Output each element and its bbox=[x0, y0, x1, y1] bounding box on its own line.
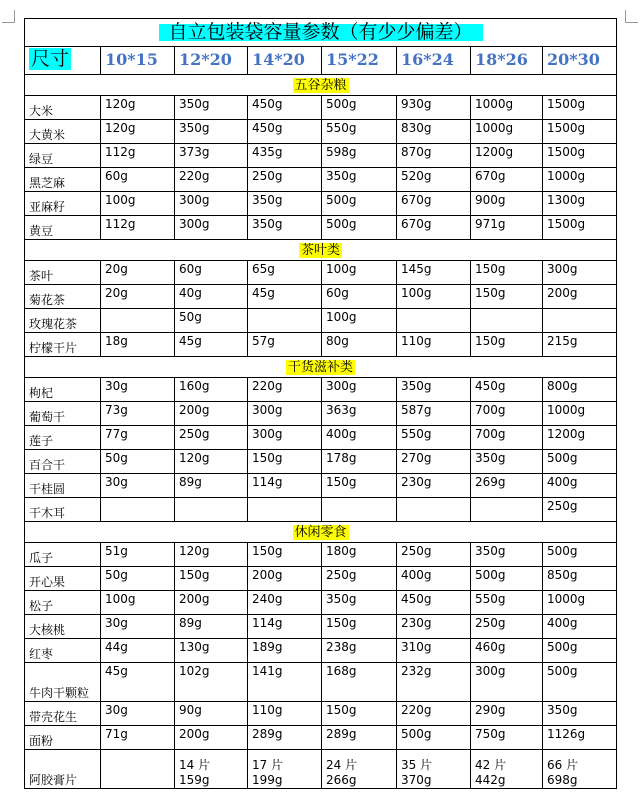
capacity-value: 400g bbox=[322, 426, 397, 450]
capacity-value: 1000g bbox=[471, 96, 543, 120]
capacity-value: 50g bbox=[175, 309, 248, 333]
capacity-value bbox=[101, 309, 175, 333]
capacity-value: 550g bbox=[471, 591, 543, 615]
capacity-value bbox=[397, 309, 471, 333]
size-header: 20*30 bbox=[543, 47, 617, 75]
capacity-value: 350g bbox=[175, 96, 248, 120]
capacity-value: 1200g bbox=[471, 144, 543, 168]
capacity-value bbox=[175, 498, 248, 522]
capacity-table bbox=[24, 18, 617, 789]
capacity-value: 670g bbox=[397, 192, 471, 216]
size-header: 18*26 bbox=[471, 47, 543, 75]
item-name: 面粉 bbox=[25, 726, 101, 750]
capacity-value: 100g bbox=[322, 261, 397, 285]
capacity-value: 520g bbox=[397, 168, 471, 192]
capacity-value: 500g bbox=[322, 192, 397, 216]
capacity-value: 500g bbox=[543, 663, 617, 702]
table-row bbox=[25, 96, 617, 120]
capacity-value: 500g bbox=[322, 216, 397, 240]
capacity-value: 1000g bbox=[543, 402, 617, 426]
capacity-value: 73g bbox=[101, 402, 175, 426]
capacity-value: 1126g bbox=[543, 726, 617, 750]
table-row bbox=[25, 144, 617, 168]
capacity-value: 270g bbox=[397, 450, 471, 474]
capacity-value: 77g bbox=[101, 426, 175, 450]
capacity-value: 550g bbox=[322, 120, 397, 144]
capacity-value: 150g bbox=[471, 285, 543, 309]
capacity-value: 250g bbox=[397, 543, 471, 567]
capacity-value: 350g bbox=[175, 120, 248, 144]
capacity-value: 145g bbox=[397, 261, 471, 285]
capacity-value bbox=[101, 498, 175, 522]
section-header-row bbox=[25, 240, 617, 261]
capacity-value: 150g bbox=[175, 567, 248, 591]
capacity-value: 700g bbox=[471, 402, 543, 426]
capacity-value: 178g bbox=[322, 450, 397, 474]
capacity-value: 200g bbox=[543, 285, 617, 309]
capacity-value: 65g bbox=[248, 261, 322, 285]
capacity-value bbox=[471, 498, 543, 522]
capacity-value bbox=[322, 498, 397, 522]
capacity-value: 60g bbox=[101, 168, 175, 192]
capacity-value: 141g bbox=[248, 663, 322, 702]
table-row bbox=[25, 639, 617, 663]
capacity-value: 150g bbox=[322, 474, 397, 498]
capacity-value: 290g bbox=[471, 702, 543, 726]
item-name: 茶叶 bbox=[25, 261, 101, 285]
capacity-value: 30g bbox=[101, 702, 175, 726]
capacity-value: 300g bbox=[471, 663, 543, 702]
capacity-value: 300g bbox=[543, 261, 617, 285]
item-name: 开心果 bbox=[25, 567, 101, 591]
capacity-value: 300g bbox=[175, 216, 248, 240]
table-row bbox=[25, 543, 617, 567]
capacity-value: 587g bbox=[397, 402, 471, 426]
capacity-value: 200g bbox=[175, 591, 248, 615]
capacity-value: 114g bbox=[248, 474, 322, 498]
table-row bbox=[25, 333, 617, 357]
capacity-value: 200g bbox=[175, 726, 248, 750]
table-row bbox=[25, 726, 617, 750]
capacity-value: 350g bbox=[471, 543, 543, 567]
capacity-value: 168g bbox=[322, 663, 397, 702]
size-label-cell bbox=[25, 47, 101, 75]
capacity-value: 598g bbox=[322, 144, 397, 168]
capacity-value: 160g bbox=[175, 378, 248, 402]
page-corner-mark bbox=[625, 10, 638, 23]
size-label: 尺寸 bbox=[31, 48, 70, 70]
capacity-value: 300g bbox=[175, 192, 248, 216]
table-row bbox=[25, 591, 617, 615]
section-header-row bbox=[25, 357, 617, 378]
capacity-value: 1500g bbox=[543, 216, 617, 240]
capacity-value: 1200g bbox=[543, 426, 617, 450]
capacity-value: 400g bbox=[543, 615, 617, 639]
capacity-value: 90g bbox=[175, 702, 248, 726]
capacity-value: 200g bbox=[175, 402, 248, 426]
item-name: 松子 bbox=[25, 591, 101, 615]
capacity-value bbox=[101, 750, 175, 789]
item-name: 阿胶膏片 bbox=[25, 750, 101, 789]
capacity-value: 250g bbox=[322, 567, 397, 591]
capacity-value: 289g bbox=[248, 726, 322, 750]
table-row bbox=[25, 120, 617, 144]
capacity-value: 550g bbox=[397, 426, 471, 450]
size-header: 10*15 bbox=[101, 47, 175, 75]
size-header-row bbox=[25, 47, 617, 75]
piece-weight: 698g bbox=[547, 773, 578, 787]
capacity-value bbox=[543, 309, 617, 333]
table-row bbox=[25, 702, 617, 726]
capacity-value: 45g bbox=[248, 285, 322, 309]
capacity-value: 670g bbox=[471, 168, 543, 192]
capacity-value bbox=[543, 750, 617, 789]
section-title: 干货滋补类 bbox=[288, 359, 354, 375]
capacity-value: 30g bbox=[101, 474, 175, 498]
section-header-row bbox=[25, 522, 617, 543]
capacity-value: 110g bbox=[248, 702, 322, 726]
capacity-value: 500g bbox=[543, 543, 617, 567]
capacity-value: 240g bbox=[248, 591, 322, 615]
section-header-row bbox=[25, 75, 617, 96]
capacity-value: 300g bbox=[248, 402, 322, 426]
piece-count: 42 片 bbox=[475, 758, 507, 772]
piece-count: 14 片 bbox=[179, 758, 211, 772]
piece-weight: 199g bbox=[252, 773, 283, 787]
item-name: 干木耳 bbox=[25, 498, 101, 522]
item-name: 莲子 bbox=[25, 426, 101, 450]
size-header: 14*20 bbox=[248, 47, 322, 75]
capacity-value: 373g bbox=[175, 144, 248, 168]
table-row bbox=[25, 474, 617, 498]
capacity-value: 450g bbox=[471, 378, 543, 402]
capacity-value bbox=[471, 750, 543, 789]
capacity-value: 250g bbox=[248, 168, 322, 192]
table-row bbox=[25, 402, 617, 426]
capacity-value bbox=[322, 750, 397, 789]
capacity-value: 1500g bbox=[543, 120, 617, 144]
capacity-value: 250g bbox=[471, 615, 543, 639]
size-header: 16*24 bbox=[397, 47, 471, 75]
capacity-value: 150g bbox=[471, 333, 543, 357]
capacity-value: 1500g bbox=[543, 96, 617, 120]
capacity-value: 45g bbox=[175, 333, 248, 357]
table-row bbox=[25, 615, 617, 639]
capacity-value: 1500g bbox=[543, 144, 617, 168]
capacity-value: 238g bbox=[322, 639, 397, 663]
capacity-value bbox=[397, 498, 471, 522]
table-row bbox=[25, 192, 617, 216]
capacity-value bbox=[248, 498, 322, 522]
table-row bbox=[25, 168, 617, 192]
item-name: 大核桃 bbox=[25, 615, 101, 639]
capacity-value: 150g bbox=[322, 702, 397, 726]
capacity-value: 180g bbox=[322, 543, 397, 567]
capacity-value: 1300g bbox=[543, 192, 617, 216]
capacity-value: 220g bbox=[248, 378, 322, 402]
capacity-value: 230g bbox=[397, 615, 471, 639]
piece-weight: 266g bbox=[326, 773, 357, 787]
capacity-value: 450g bbox=[248, 120, 322, 144]
capacity-value: 112g bbox=[101, 144, 175, 168]
capacity-value: 350g bbox=[322, 168, 397, 192]
item-name: 瓜子 bbox=[25, 543, 101, 567]
item-name: 大黄米 bbox=[25, 120, 101, 144]
capacity-value: 120g bbox=[101, 120, 175, 144]
capacity-value: 450g bbox=[248, 96, 322, 120]
capacity-value: 130g bbox=[175, 639, 248, 663]
capacity-value: 150g bbox=[471, 261, 543, 285]
capacity-value: 289g bbox=[322, 726, 397, 750]
capacity-value bbox=[248, 750, 322, 789]
capacity-value: 435g bbox=[248, 144, 322, 168]
capacity-value: 1000g bbox=[543, 168, 617, 192]
table-row bbox=[25, 285, 617, 309]
item-name: 黑芝麻 bbox=[25, 168, 101, 192]
capacity-value: 300g bbox=[248, 426, 322, 450]
section-title: 休闲零食 bbox=[294, 524, 347, 540]
capacity-value: 45g bbox=[101, 663, 175, 702]
capacity-value: 300g bbox=[322, 378, 397, 402]
table-row bbox=[25, 216, 617, 240]
capacity-value: 150g bbox=[248, 450, 322, 474]
capacity-value: 120g bbox=[175, 450, 248, 474]
capacity-value: 900g bbox=[471, 192, 543, 216]
capacity-value: 350g bbox=[543, 702, 617, 726]
table-row bbox=[25, 750, 617, 789]
capacity-value: 20g bbox=[101, 285, 175, 309]
capacity-value: 102g bbox=[175, 663, 248, 702]
item-name: 亚麻籽 bbox=[25, 192, 101, 216]
piece-count: 17 片 bbox=[252, 758, 284, 772]
capacity-value: 220g bbox=[397, 702, 471, 726]
capacity-value: 500g bbox=[543, 639, 617, 663]
capacity-value: 51g bbox=[101, 543, 175, 567]
capacity-value: 400g bbox=[543, 474, 617, 498]
item-name: 葡萄干 bbox=[25, 402, 101, 426]
table-row bbox=[25, 663, 617, 702]
table-title: 自立包装袋容量参数（有少少偏差） bbox=[159, 24, 483, 41]
capacity-value: 50g bbox=[101, 567, 175, 591]
capacity-value: 30g bbox=[101, 615, 175, 639]
capacity-value: 500g bbox=[543, 450, 617, 474]
item-name: 红枣 bbox=[25, 639, 101, 663]
item-name: 牛肉干颗粒 bbox=[25, 663, 101, 702]
capacity-value: 120g bbox=[101, 96, 175, 120]
capacity-value: 110g bbox=[397, 333, 471, 357]
capacity-value: 44g bbox=[101, 639, 175, 663]
capacity-value: 220g bbox=[175, 168, 248, 192]
item-name: 大米 bbox=[25, 96, 101, 120]
capacity-value bbox=[248, 309, 322, 333]
capacity-value bbox=[397, 750, 471, 789]
capacity-value: 71g bbox=[101, 726, 175, 750]
capacity-value: 269g bbox=[471, 474, 543, 498]
capacity-value: 350g bbox=[248, 192, 322, 216]
item-name: 绿豆 bbox=[25, 144, 101, 168]
capacity-value: 100g bbox=[397, 285, 471, 309]
item-name: 黄豆 bbox=[25, 216, 101, 240]
table-row bbox=[25, 378, 617, 402]
title-cell bbox=[25, 19, 617, 47]
capacity-value: 250g bbox=[543, 498, 617, 522]
capacity-value: 40g bbox=[175, 285, 248, 309]
capacity-value: 460g bbox=[471, 639, 543, 663]
capacity-value: 670g bbox=[397, 216, 471, 240]
capacity-value: 60g bbox=[322, 285, 397, 309]
capacity-value: 150g bbox=[248, 543, 322, 567]
capacity-value: 700g bbox=[471, 426, 543, 450]
capacity-value: 400g bbox=[397, 567, 471, 591]
item-name: 菊花茶 bbox=[25, 285, 101, 309]
item-name: 干桂圆 bbox=[25, 474, 101, 498]
capacity-value: 310g bbox=[397, 639, 471, 663]
capacity-value: 750g bbox=[471, 726, 543, 750]
capacity-value: 100g bbox=[101, 192, 175, 216]
capacity-value: 232g bbox=[397, 663, 471, 702]
capacity-value: 971g bbox=[471, 216, 543, 240]
section-title: 茶叶类 bbox=[301, 242, 341, 258]
table-row bbox=[25, 498, 617, 522]
table-row bbox=[25, 309, 617, 333]
capacity-value: 50g bbox=[101, 450, 175, 474]
capacity-value: 150g bbox=[322, 615, 397, 639]
piece-weight: 442g bbox=[475, 773, 506, 787]
section-title: 五谷杂粮 bbox=[294, 77, 347, 93]
capacity-value bbox=[471, 309, 543, 333]
capacity-value: 1000g bbox=[471, 120, 543, 144]
capacity-value: 30g bbox=[101, 378, 175, 402]
capacity-value: 450g bbox=[397, 591, 471, 615]
capacity-value: 870g bbox=[397, 144, 471, 168]
capacity-value: 250g bbox=[175, 426, 248, 450]
table-row bbox=[25, 450, 617, 474]
page-corner-mark bbox=[2, 10, 15, 23]
capacity-value: 350g bbox=[397, 378, 471, 402]
capacity-value: 930g bbox=[397, 96, 471, 120]
piece-weight: 159g bbox=[179, 773, 210, 787]
capacity-value: 230g bbox=[397, 474, 471, 498]
capacity-value: 500g bbox=[471, 567, 543, 591]
capacity-value: 850g bbox=[543, 567, 617, 591]
capacity-value: 120g bbox=[175, 543, 248, 567]
table-row bbox=[25, 261, 617, 285]
capacity-value: 350g bbox=[471, 450, 543, 474]
section-header-cell bbox=[25, 75, 617, 96]
capacity-value: 830g bbox=[397, 120, 471, 144]
capacity-value: 114g bbox=[248, 615, 322, 639]
capacity-value: 18g bbox=[101, 333, 175, 357]
section-header-cell bbox=[25, 240, 617, 261]
piece-count: 35 片 bbox=[401, 758, 433, 772]
piece-weight: 370g bbox=[401, 773, 432, 787]
size-header: 12*20 bbox=[175, 47, 248, 75]
item-name: 百合干 bbox=[25, 450, 101, 474]
item-name: 带壳花生 bbox=[25, 702, 101, 726]
capacity-value: 112g bbox=[101, 216, 175, 240]
capacity-value: 1000g bbox=[543, 591, 617, 615]
item-name: 枸杞 bbox=[25, 378, 101, 402]
item-name: 柠檬干片 bbox=[25, 333, 101, 357]
capacity-value: 500g bbox=[397, 726, 471, 750]
capacity-value: 20g bbox=[101, 261, 175, 285]
piece-count: 24 片 bbox=[326, 758, 358, 772]
capacity-value: 350g bbox=[322, 591, 397, 615]
capacity-value: 200g bbox=[248, 567, 322, 591]
capacity-value: 100g bbox=[101, 591, 175, 615]
table-row bbox=[25, 567, 617, 591]
capacity-value: 215g bbox=[543, 333, 617, 357]
capacity-value: 89g bbox=[175, 474, 248, 498]
capacity-value: 800g bbox=[543, 378, 617, 402]
capacity-value: 189g bbox=[248, 639, 322, 663]
size-header: 15*22 bbox=[322, 47, 397, 75]
capacity-value: 350g bbox=[248, 216, 322, 240]
item-name: 玫瑰花茶 bbox=[25, 309, 101, 333]
capacity-value bbox=[175, 750, 248, 789]
capacity-value: 100g bbox=[322, 309, 397, 333]
capacity-value: 57g bbox=[248, 333, 322, 357]
section-header-cell bbox=[25, 357, 617, 378]
capacity-value: 363g bbox=[322, 402, 397, 426]
table-row bbox=[25, 426, 617, 450]
capacity-value: 60g bbox=[175, 261, 248, 285]
capacity-value: 89g bbox=[175, 615, 248, 639]
piece-count: 66 片 bbox=[547, 758, 579, 772]
capacity-value: 500g bbox=[322, 96, 397, 120]
capacity-value: 80g bbox=[322, 333, 397, 357]
section-header-cell bbox=[25, 522, 617, 543]
